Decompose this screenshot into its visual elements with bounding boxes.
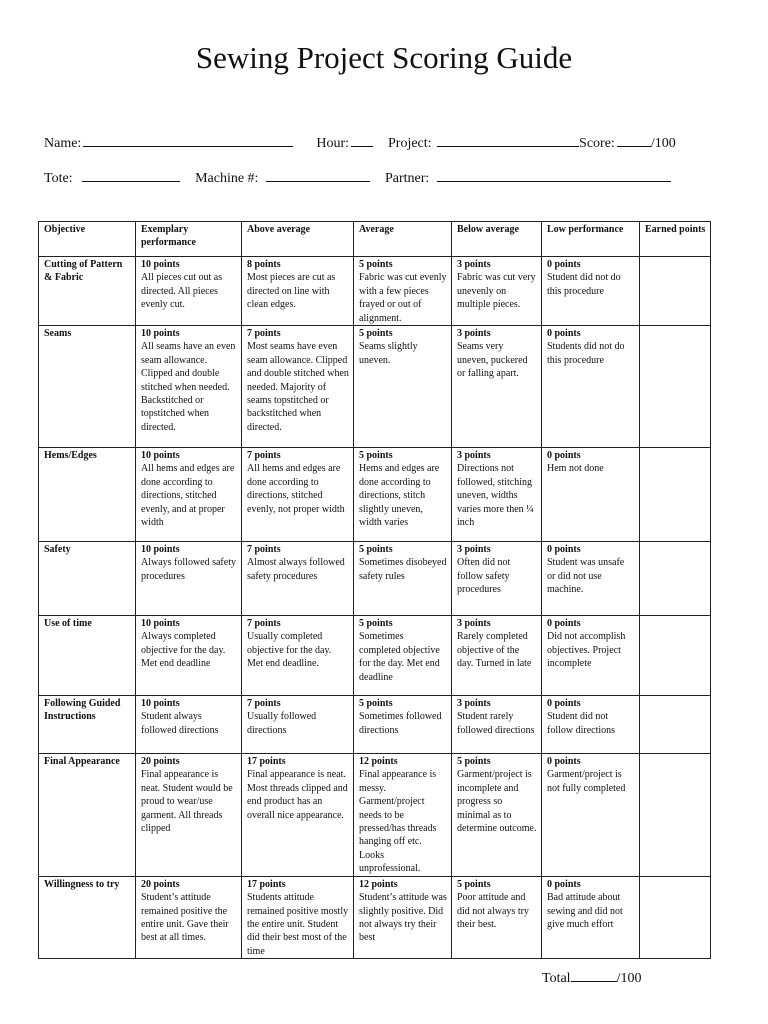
total-field[interactable] bbox=[571, 968, 617, 982]
criteria-cell bbox=[354, 696, 452, 754]
earned-points-cell[interactable] bbox=[640, 542, 711, 616]
objective-cell: Cutting of Pattern & Fabric bbox=[39, 257, 136, 326]
criteria-description: Student rarely followed directions bbox=[457, 711, 535, 736]
criteria-description: Sometimes completed objective for the day. Met end deadline bbox=[359, 631, 440, 683]
points-label: 0 points bbox=[547, 756, 581, 768]
points-label: 10 points bbox=[141, 328, 180, 340]
criteria-description: Final appearance is messy. Garment/project needs to be pressed/has threads hanging off etc. Looks unprofessional. bbox=[359, 769, 437, 875]
criteria-description: Poor attitude and did not always try their best. bbox=[457, 892, 529, 930]
criteria-cell bbox=[452, 542, 542, 616]
points-label: 3 points bbox=[457, 328, 491, 340]
criteria-description: Hems and edges are done according to directions, stitch slightly uneven, width varies bbox=[359, 463, 440, 529]
column-header: Objective bbox=[39, 222, 136, 257]
criteria-cell bbox=[542, 326, 640, 448]
scoring-table bbox=[38, 221, 711, 959]
objective-cell: Following Guided Instructions bbox=[39, 696, 136, 754]
criteria-description: All pieces cut out as directed. All pieces evenly cut. bbox=[141, 272, 223, 311]
machine-field[interactable] bbox=[266, 168, 370, 182]
page-title: Sewing Project Scoring Guide bbox=[195, 40, 573, 75]
criteria-description: Often did not follow safety procedures bbox=[457, 557, 511, 596]
name-label: Name: bbox=[44, 136, 82, 151]
criteria-description: Final appearance is neat. Most threads clipped and end product has an overall nice appearance. bbox=[247, 769, 348, 821]
criteria-cell bbox=[136, 542, 242, 616]
criteria-description: Students did not do this procedure bbox=[547, 341, 625, 366]
criteria-cell bbox=[542, 257, 640, 326]
tote-field[interactable] bbox=[82, 168, 180, 182]
criteria-description: Most pieces are cut as directed on line with clean edges. bbox=[247, 272, 336, 311]
earned-points-cell[interactable] bbox=[640, 754, 711, 877]
points-label: 0 points bbox=[547, 698, 581, 710]
table-row bbox=[39, 616, 711, 696]
points-label: 0 points bbox=[547, 328, 581, 340]
points-label: 7 points bbox=[247, 328, 281, 340]
table-row bbox=[39, 542, 711, 616]
criteria-description: Student was unsafe or did not use machine. bbox=[547, 557, 625, 596]
objective-cell: Hems/Edges bbox=[39, 448, 136, 542]
criteria-description: Hem not done bbox=[547, 463, 604, 475]
score-label: Score: bbox=[579, 136, 615, 151]
points-label: 8 points bbox=[247, 259, 281, 270]
points-label: 20 points bbox=[141, 878, 180, 890]
points-label: 17 points bbox=[247, 756, 286, 768]
points-label: 5 points bbox=[359, 328, 393, 340]
criteria-cell bbox=[452, 696, 542, 754]
criteria-description: Students attitude remained positive mostly the entire unit. Student did their best most of the time bbox=[247, 892, 349, 957]
criteria-cell bbox=[242, 754, 354, 877]
criteria-description: Garment/project is not fully completed bbox=[547, 769, 626, 794]
points-label: 10 points bbox=[141, 618, 180, 630]
criteria-cell bbox=[242, 616, 354, 696]
points-label: 5 points bbox=[359, 259, 393, 270]
criteria-description: Student always followed directions bbox=[141, 711, 219, 736]
points-label: 10 points bbox=[141, 450, 180, 462]
objective-cell: Final Appearance bbox=[39, 754, 136, 877]
criteria-description: Usually followed directions bbox=[247, 711, 317, 736]
criteria-description: Fabric was cut evenly with a few pieces frayed or out of alignment. bbox=[359, 272, 447, 324]
points-label: 0 points bbox=[547, 618, 581, 630]
criteria-cell bbox=[136, 448, 242, 542]
partner-label: Partner: bbox=[384, 171, 430, 186]
points-label: 7 points bbox=[247, 544, 281, 556]
criteria-cell bbox=[242, 257, 354, 326]
criteria-cell bbox=[354, 326, 452, 448]
criteria-description: Directions not followed, stitching uneven, widths varies more then ¼ inch bbox=[457, 463, 534, 529]
points-label: 0 points bbox=[547, 544, 581, 556]
criteria-cell bbox=[354, 257, 452, 326]
points-label: 5 points bbox=[457, 878, 491, 890]
total-line bbox=[542, 968, 641, 988]
criteria-description: Fabric was cut very unevenly on multiple pieces. bbox=[457, 272, 536, 311]
points-label: 0 points bbox=[547, 878, 581, 890]
points-label: 5 points bbox=[359, 544, 393, 556]
criteria-cell bbox=[136, 257, 242, 326]
table-header-row bbox=[39, 222, 711, 257]
criteria-description: Seams very uneven, puckered or falling apart. bbox=[457, 341, 528, 380]
earned-points-cell[interactable] bbox=[640, 616, 711, 696]
criteria-cell bbox=[354, 876, 452, 958]
score-field[interactable] bbox=[617, 133, 651, 147]
points-label: 3 points bbox=[457, 544, 491, 556]
earned-points-cell[interactable] bbox=[640, 257, 711, 326]
criteria-cell bbox=[452, 326, 542, 448]
criteria-description: Final appearance is neat. Student would be proud to wear/use garment. All threads clipped bbox=[141, 769, 233, 835]
earned-points-cell[interactable] bbox=[640, 448, 711, 542]
criteria-cell bbox=[354, 542, 452, 616]
name-field[interactable] bbox=[83, 133, 293, 147]
criteria-cell bbox=[354, 616, 452, 696]
earned-points-cell[interactable] bbox=[640, 326, 711, 448]
criteria-description: Sometimes followed directions bbox=[359, 711, 442, 736]
criteria-description: Student did not do this procedure bbox=[547, 272, 621, 297]
criteria-description: Rarely completed objective of the day. Turned in late bbox=[457, 631, 532, 670]
criteria-description: All seams have an even seam allowance. Clipped and double stitched when needed. Backstitched or topstitched when directed. bbox=[141, 341, 236, 433]
machine-label: Machine #: bbox=[195, 171, 259, 186]
points-label: 10 points bbox=[141, 259, 180, 270]
table-row bbox=[39, 754, 711, 877]
column-header: Above average bbox=[242, 222, 354, 257]
criteria-description: Almost always followed safety procedures bbox=[247, 557, 345, 582]
criteria-description: Always completed objective for the day. Met end deadline bbox=[141, 631, 226, 670]
criteria-cell bbox=[136, 754, 242, 877]
points-label: 3 points bbox=[457, 450, 491, 462]
project-field[interactable] bbox=[437, 133, 579, 147]
criteria-cell bbox=[452, 616, 542, 696]
objective-cell: Willingness to try bbox=[39, 876, 136, 958]
points-label: 3 points bbox=[457, 259, 491, 270]
criteria-description: All hems and edges are done according to directions, stitched evenly, and at proper width bbox=[141, 463, 235, 529]
tote-label: Tote: bbox=[44, 171, 73, 186]
earned-points-cell[interactable] bbox=[640, 876, 711, 958]
criteria-description: Seams slightly uneven. bbox=[359, 341, 418, 366]
header-line-1 bbox=[44, 133, 728, 153]
partner-field[interactable] bbox=[437, 168, 671, 182]
column-header: Average bbox=[354, 222, 452, 257]
criteria-cell bbox=[542, 876, 640, 958]
criteria-cell bbox=[452, 448, 542, 542]
criteria-description: Usually completed objective for the day. Met end deadline. bbox=[247, 631, 332, 670]
criteria-description: Student’s attitude remained positive the entire unit. Gave their best at all times. bbox=[141, 892, 229, 944]
points-label: 12 points bbox=[359, 756, 398, 768]
table-row bbox=[39, 257, 711, 326]
table-row bbox=[39, 448, 711, 542]
criteria-cell bbox=[542, 448, 640, 542]
points-label: 3 points bbox=[457, 698, 491, 710]
criteria-description: Garment/project is incomplete and progress so minimal as to determine outcome. bbox=[457, 769, 537, 835]
project-label: Project: bbox=[388, 136, 432, 151]
points-label: 7 points bbox=[247, 450, 281, 462]
earned-points-cell[interactable] bbox=[640, 696, 711, 754]
criteria-cell bbox=[242, 876, 354, 958]
table-row bbox=[39, 326, 711, 448]
criteria-cell bbox=[136, 326, 242, 448]
criteria-cell bbox=[242, 696, 354, 754]
criteria-cell bbox=[452, 876, 542, 958]
table-row bbox=[39, 696, 711, 754]
header-line-2 bbox=[44, 168, 728, 188]
criteria-description: Sometimes disobeyed safety rules bbox=[359, 557, 447, 582]
points-label: 10 points bbox=[141, 698, 180, 710]
criteria-description: Always followed safety procedures bbox=[141, 557, 236, 582]
criteria-cell bbox=[542, 696, 640, 754]
criteria-cell bbox=[452, 257, 542, 326]
criteria-cell bbox=[542, 616, 640, 696]
points-label: 10 points bbox=[141, 544, 180, 556]
criteria-description: Student’s attitude was slightly positive. Did not always try their best bbox=[359, 892, 447, 944]
criteria-cell bbox=[452, 754, 542, 877]
table-row bbox=[39, 876, 711, 958]
points-label: 7 points bbox=[247, 698, 281, 710]
objective-cell: Safety bbox=[39, 542, 136, 616]
criteria-description: Did not accomplish objectives. Project incomplete bbox=[547, 631, 626, 670]
criteria-cell bbox=[354, 448, 452, 542]
hour-field[interactable] bbox=[351, 133, 373, 147]
criteria-cell bbox=[542, 542, 640, 616]
points-label: 5 points bbox=[457, 756, 491, 768]
column-header: Exemplary performance bbox=[136, 222, 242, 257]
points-label: 3 points bbox=[457, 618, 491, 630]
column-header: Below average bbox=[452, 222, 542, 257]
criteria-description: All hems and edges are done according to directions, stitched evenly, not proper width bbox=[247, 463, 345, 515]
criteria-cell bbox=[136, 616, 242, 696]
points-label: 12 points bbox=[359, 878, 398, 890]
criteria-cell bbox=[242, 448, 354, 542]
criteria-description: Student did not follow directions bbox=[547, 711, 616, 736]
criteria-cell bbox=[242, 542, 354, 616]
total-max: /100 bbox=[616, 971, 642, 986]
hour-label: Hour: bbox=[316, 136, 349, 151]
objective-cell: Seams bbox=[39, 326, 136, 448]
criteria-cell bbox=[136, 696, 242, 754]
points-label: 0 points bbox=[547, 259, 581, 270]
criteria-cell bbox=[542, 754, 640, 877]
column-header: Low performance bbox=[542, 222, 640, 257]
points-label: 17 points bbox=[247, 878, 286, 890]
criteria-description: Most seams have even seam allowance. Clipped and double stitched when needed. Majority of seams topstitched or backstitched when directed. bbox=[247, 341, 349, 433]
criteria-cell bbox=[354, 754, 452, 877]
points-label: 20 points bbox=[141, 756, 180, 768]
total-label: Total bbox=[542, 971, 571, 986]
score-max: /100 bbox=[650, 136, 676, 151]
points-label: 5 points bbox=[359, 618, 393, 630]
criteria-cell bbox=[242, 326, 354, 448]
objective-cell: Use of time bbox=[39, 616, 136, 696]
points-label: 5 points bbox=[359, 698, 393, 710]
points-label: 5 points bbox=[359, 450, 393, 462]
criteria-description: Bad attitude about sewing and did not give much effort bbox=[547, 892, 623, 930]
column-header: Earned points bbox=[640, 222, 711, 257]
points-label: 0 points bbox=[547, 450, 581, 462]
criteria-cell bbox=[136, 876, 242, 958]
points-label: 7 points bbox=[247, 618, 281, 630]
